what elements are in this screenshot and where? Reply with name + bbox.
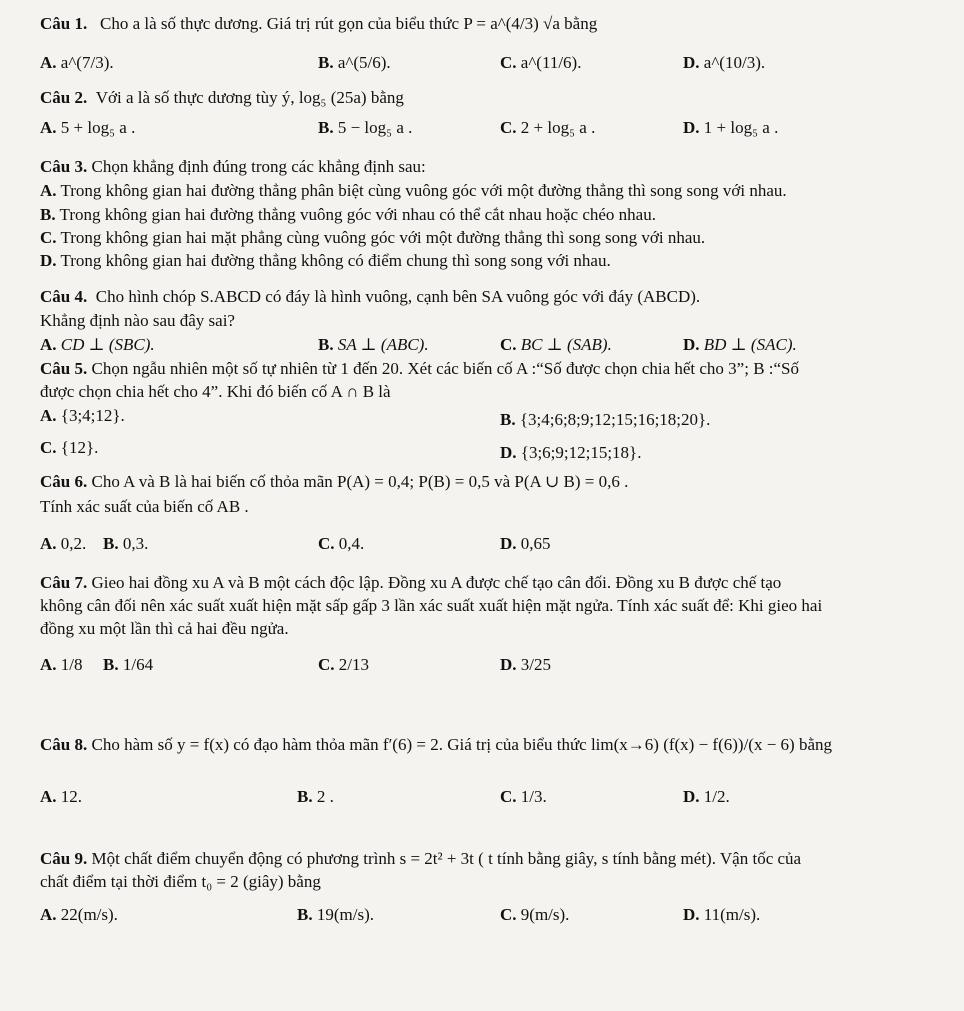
q6-stem: Câu 6. Cho A và B là hai biến cố thỏa mãn P(A) = 0,4; P(B) = 0,5 và P(A ∪ B) = 0,6 . bbox=[40, 472, 629, 491]
q4-option-d: D. BD ⊥ (SAC). bbox=[683, 335, 797, 354]
q7-stem: Câu 7. Gieo hai đồng xu A và B một cách độc lập. Đồng xu A được chế tạo cân đối. Đồng xu B được chế tạo bbox=[40, 573, 782, 592]
q7-option-d: D. 3/25 bbox=[500, 655, 552, 674]
q7-option-b: B. 1/64 bbox=[103, 655, 154, 674]
q1-option-c: C. a^(11/6). bbox=[500, 53, 582, 72]
q9-stem-2: chất điểm tại thời điểm t₀ = 2 (giây) bằng bbox=[40, 872, 321, 891]
q7-stem-3: đồng xu một lần thì cả hai đều ngửa. bbox=[40, 619, 289, 638]
q7-stem-2: không cân đối nên xác suất xuất hiện mặt sấp gấp 3 lần xác suất xuất hiện mặt ngửa. Tính xác suất để: Khi gieo hai bbox=[40, 596, 823, 615]
q8-option-b: B. 2 . bbox=[297, 787, 334, 806]
q5-option-a: A. {3;4;12}. bbox=[40, 406, 125, 425]
q2-option-b: B. 5 − log₅ a . bbox=[318, 118, 413, 137]
q6-option-d: D. 0,65 bbox=[500, 534, 551, 553]
q9-option-b: B. 19(m/s). bbox=[297, 905, 374, 924]
q6-option-a: A. 0,2. bbox=[40, 534, 87, 553]
q5-stem: Câu 5. Chọn ngẫu nhiên một số tự nhiên từ 1 đến 20. Xét các biến cố A :“Số được chọn chia hết cho 3”; B :“Số bbox=[40, 359, 800, 378]
q3-option-d: D. Trong không gian hai đường thẳng không có điểm chung thì song song với nhau. bbox=[40, 251, 611, 270]
q1-stem: Câu 1. Cho a là số thực dương. Giá trị rút gọn của biểu thức P = a^(4/3) √a bằng bbox=[40, 14, 598, 33]
q4-option-a: A. CD ⊥ (SBC). bbox=[40, 335, 155, 354]
q7-option-c: C. 2/13 bbox=[318, 655, 370, 674]
q9-stem: Câu 9. Một chất điểm chuyển động có phương trình s = 2t² + 3t ( t tính bằng giây, s tính bằng mét). Vận tốc của bbox=[40, 849, 802, 868]
q8-stem: Câu 8. Cho hàm số y = f(x) có đạo hàm thỏa mãn f′(6) = 2. Giá trị của biểu thức lim(x→6) (f(x) − f(6))/(x − 6) bằng bbox=[40, 735, 833, 754]
q2-option-c: C. 2 + log₅ a . bbox=[500, 118, 596, 137]
q8-option-a: A. 12. bbox=[40, 787, 83, 806]
q4-stem-2: Khẳng định nào sau đây sai? bbox=[40, 311, 235, 330]
q7-option-a: A. 1/8 bbox=[40, 655, 83, 674]
q6-option-b: B. 0,3. bbox=[103, 534, 149, 553]
q1-option-d: D. a^(10/3). bbox=[683, 53, 766, 72]
q4-stem: Câu 4. Cho hình chóp S.ABCD có đáy là hình vuông, cạnh bên SA vuông góc với đáy (ABCD). bbox=[40, 287, 701, 306]
q5-option-c: C. {12}. bbox=[40, 438, 99, 457]
q2-option-d: D. 1 + log₅ a . bbox=[683, 118, 779, 137]
q1-option-a: A. a^(7/3). bbox=[40, 53, 114, 72]
q2-option-a: A. 5 + log₅ a . bbox=[40, 118, 136, 137]
q4-option-c: C. BC ⊥ (SAB). bbox=[500, 335, 612, 354]
q8-option-c: C. 1/3. bbox=[500, 787, 547, 806]
q9-option-c: C. 9(m/s). bbox=[500, 905, 570, 924]
q8-option-d: D. 1/2. bbox=[683, 787, 730, 806]
q3-option-b: B. Trong không gian hai đường thẳng vuông góc với nhau có thể cắt nhau hoặc chéo nhau. bbox=[40, 205, 656, 224]
q6-stem-2: Tính xác suất của biến cố AB . bbox=[40, 497, 249, 516]
q4-option-b: B. SA ⊥ (ABC). bbox=[318, 335, 429, 354]
q3-option-c: C. Trong không gian hai mặt phẳng cùng vuông góc với một đường thẳng thì song song với nhau. bbox=[40, 228, 706, 247]
q2-stem: Câu 2. Với a là số thực dương tùy ý, log₅ (25a) bằng bbox=[40, 88, 404, 107]
q3-option-a: A. Trong không gian hai đường thẳng phân biệt cùng vuông góc với một đường thẳng thì song song với nhau. bbox=[40, 181, 787, 200]
q5-option-b: B. {3;4;6;8;9;12;15;16;18;20}. bbox=[500, 410, 711, 429]
q3-stem: Câu 3. Chọn khẳng định đúng trong các khẳng định sau: bbox=[40, 157, 426, 176]
q1-option-b: B. a^(5/6). bbox=[318, 53, 391, 72]
q5-stem-2: được chọn chia hết cho 4”. Khi đó biến cố A ∩ B là bbox=[40, 382, 391, 401]
q9-option-d: D. 11(m/s). bbox=[683, 905, 761, 924]
q9-option-a: A. 22(m/s). bbox=[40, 905, 118, 924]
q5-option-d: D. {3;6;9;12;15;18}. bbox=[500, 443, 642, 462]
q6-option-c: C. 0,4. bbox=[318, 534, 365, 553]
